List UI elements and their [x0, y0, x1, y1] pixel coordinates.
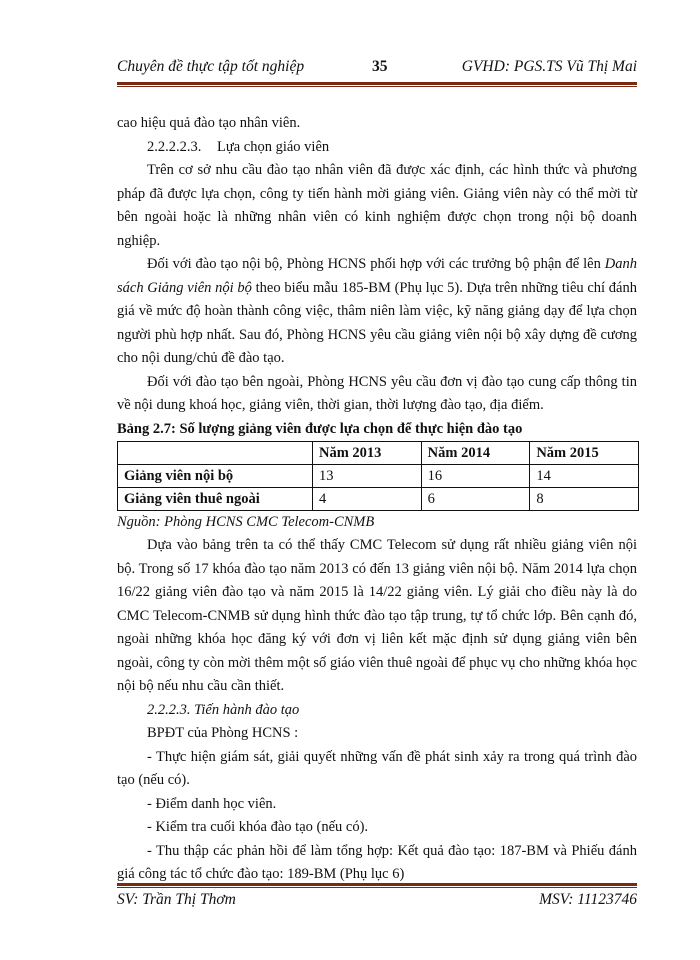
- paragraph: cao hiệu quả đào tạo nhân viên.: [117, 115, 301, 131]
- table-row: [118, 464, 639, 487]
- header-rule-thin: [117, 86, 637, 87]
- table-cell: 8: [530, 487, 639, 510]
- lecturer-table: [117, 441, 639, 511]
- section-heading: 2.2.2.3. Tiến hành đào tạo: [147, 701, 300, 718]
- list-item: - Thực hiện giám sát, giải quyết những vấn đề phát sinh xảy ra trong quá trình đào tạo (nếu có).: [117, 748, 637, 788]
- paragraph-text: theo biểu mẫu 185-BM (Phụ lục 5). Dựa trên những tiêu chí đánh giá về mức độ hoàn thành công việc, thâm niên làm việc, kỹ năng giảng dạy để lựa chọn người phù hợp nhất. Sau đó, Phòng HCNS yêu cầu giảng viên nội bộ xây dựng đề cương cho nội dung/chủ đề đào tạo.: [117, 279, 637, 366]
- list-item: - Kiểm tra cuối khóa đào tạo (nếu có).: [147, 819, 369, 835]
- table-cell: 14: [530, 464, 639, 487]
- page-header: [117, 58, 637, 80]
- table-header-row: [118, 441, 639, 464]
- section-title: Lựa chọn giáo viên: [217, 138, 330, 155]
- paragraph: [117, 253, 637, 371]
- page-body: [117, 112, 637, 887]
- table-cell: 6: [421, 487, 530, 510]
- footer-student-id: MSV: 11123746: [539, 891, 637, 908]
- table-header-cell: Năm 2014: [421, 441, 530, 464]
- row-label: Giảng viên nội bộ: [118, 464, 313, 487]
- list-item: - Thu thập các phản hồi để làm tổng hợp: Kết quả đào tạo: 187-BM và Phiếu đánh giá công tác tổ chức đào tạo: 189-BM (Phụ lục 6): [117, 842, 637, 882]
- page-footer: [117, 891, 637, 909]
- table-cell: 13: [313, 464, 422, 487]
- table-header-cell: [118, 441, 313, 464]
- paragraph: Dựa vào bảng trên ta có thể thấy CMC Telecom sử dụng rất nhiều giảng viên nội bộ. Trong số 17 khóa đào tạo năm 2013 có đến 13 giảng viên nội bộ. Năm 2014 lựa chọn 16/22 giảng viên đào tạo và năm 2015 là 14/22 giảng viên. Lý giải cho điều này là do CMC Telecom-CNMB sử dụng hình thức đào tạo tập trung, tự tổ chức lớp. Bên cạnh đó, ngoài những khóa học đăng ký với đơn vị liên kết mặc định sử dụng giảng viên bên ngoài, công ty còn mời thêm một số giáo viên thuê ngoài để phục vụ cho những khóa học nội bộ nếu nhu cầu cần thiết.: [117, 537, 637, 694]
- footer-rule-thick: [117, 883, 637, 886]
- paragraph: Trên cơ sở nhu cầu đào tạo nhân viên đã được xác định, các hình thức và phương pháp đã được lựa chọn, công ty tiến hành mời giảng viên. Giảng viên này có thể mời từ bên ngoài hoặc là những nhân viên có kinh nghiệm được chọn trong nội bộ doanh nghiệp.: [117, 162, 637, 249]
- footer-rule-thin: [117, 887, 637, 888]
- table-header-cell: Năm 2015: [530, 441, 639, 464]
- paragraph: BPĐT của Phòng HCNS :: [147, 725, 299, 741]
- table-source: Nguồn: Phòng HCNS CMC Telecom-CNMB: [117, 513, 375, 530]
- header-rule-thick: [117, 82, 637, 85]
- section-number: 2.2.2.2.3.: [147, 138, 202, 155]
- table-caption: Bảng 2.7: Số lượng giảng viên được lựa chọn để thực hiện đào tạo: [117, 420, 523, 437]
- table-row: [118, 487, 639, 510]
- page-number: 35: [372, 58, 388, 75]
- paragraph: Đối với đào tạo bên ngoài, Phòng HCNS yêu cầu đơn vị đào tạo cung cấp thông tin về nội dung khoá học, giảng viên, thời gian, thời lượng đào tạo, địa điểm.: [117, 373, 637, 413]
- table-header-cell: Năm 2013: [313, 441, 422, 464]
- footer-student: SV: Trần Thị Thơm: [117, 891, 236, 908]
- section-heading: [117, 136, 637, 160]
- header-doc-title: Chuyên đề thực tập tốt nghiệp: [117, 58, 305, 75]
- header-supervisor: GVHD: PGS.TS Vũ Thị Mai: [461, 58, 637, 75]
- list-item: - Điểm danh học viên.: [147, 795, 277, 812]
- table-cell: 16: [421, 464, 530, 487]
- table-cell: 4: [313, 487, 422, 510]
- emphasis-text: Danh sách Giảng viên nội bộ: [117, 256, 637, 296]
- row-label: Giảng viên thuê ngoài: [118, 487, 313, 510]
- paragraph-text: Đối với đào tạo nội bộ, Phòng HCNS phối hợp với các trưởng bộ phận để lên: [147, 256, 605, 272]
